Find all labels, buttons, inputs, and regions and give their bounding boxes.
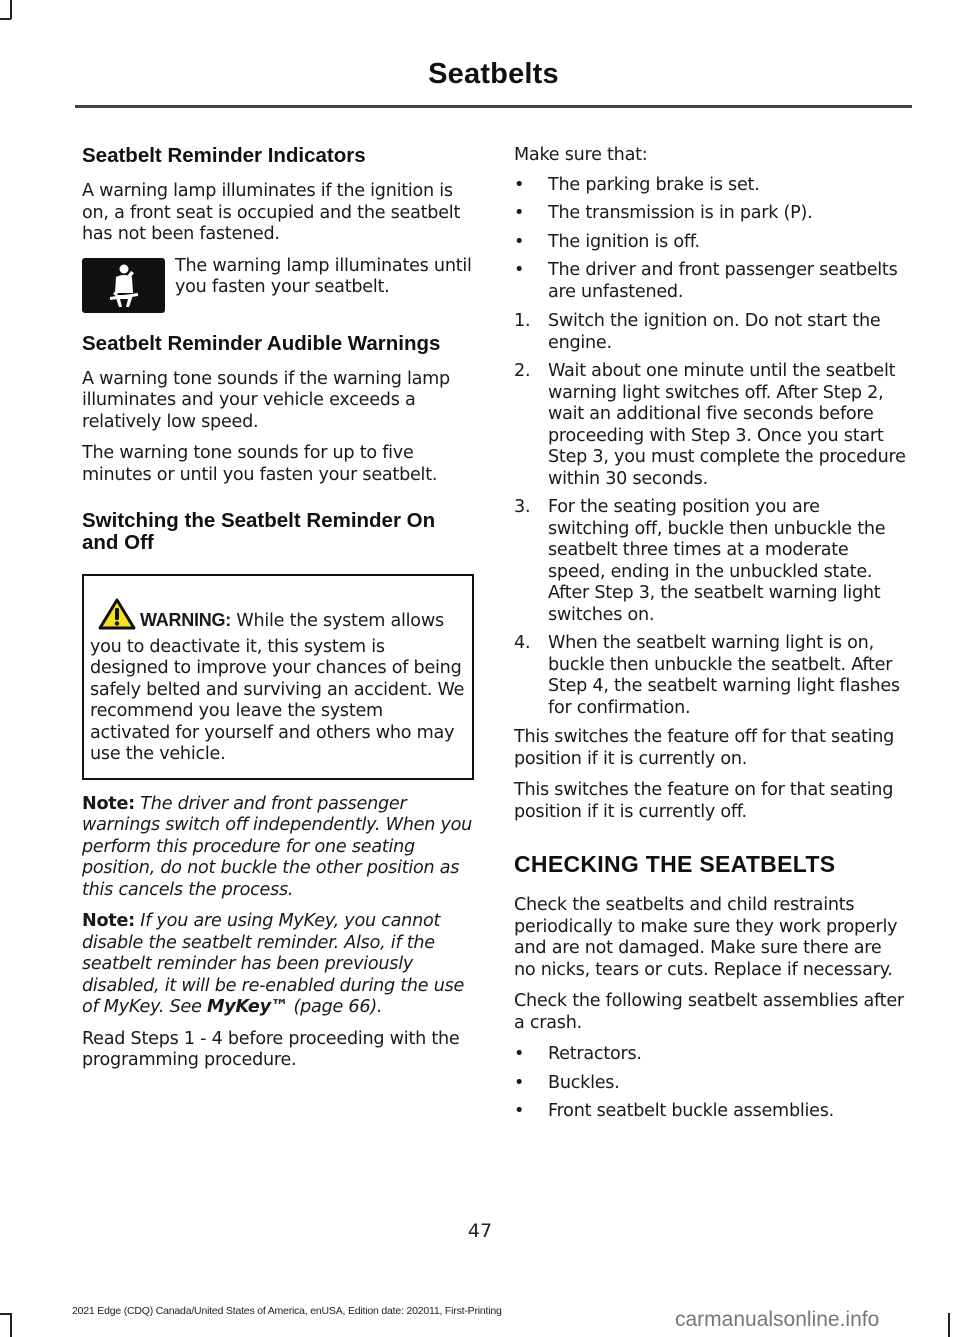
mykey-link[interactable]: MyKey™ [207, 997, 289, 1017]
section-heading-reminder-indicators: Seatbelt Reminder Indicators [82, 144, 366, 167]
left-column [82, 145, 474, 1082]
note-text: If you are using MyKey, you cannot disable the seatbelt reminder. Also, if the seatbelt reminder has been previously disabled, it will be re-enabled during the use of MyKey. See [82, 911, 465, 1017]
paragraph: This switches the feature on for that seating position if it is currently off. [514, 780, 894, 822]
warning-box [82, 574, 474, 780]
procedure-steps [514, 311, 906, 719]
note-label: Note: [82, 793, 135, 814]
crop-mark [948, 1313, 950, 1337]
assembly-list [514, 1044, 906, 1123]
step-item: 1. Switch the ignition on. Do not start the engine. [514, 311, 881, 353]
note-page-ref: (page 66). [288, 997, 383, 1017]
list-item: • Front seatbelt buckle assemblies. [514, 1101, 834, 1121]
paragraph: Check the seatbelts and child restraints periodically to make sure they work properly and are not damaged. Make sure there are no nicks, tears or cuts. Replace if necessary. [514, 895, 898, 980]
page-number: 47 [467, 1220, 493, 1242]
note-label: Note: [82, 911, 135, 931]
indicator-description: The warning lamp illuminates until you fasten your seatbelt. [175, 255, 472, 297]
prerequisite-list [514, 175, 906, 304]
warning-body: While the system allows you to deactivate it, this system is designed to improve your chances of being safely belted and surviving an accident. We recommend you leave the system activated for yourself and others who may use the vehicle. [90, 611, 465, 764]
right-column [514, 145, 906, 1131]
paragraph: A warning tone sounds if the warning lamp illuminates and your vehicle exceeds a relatively low speed. [82, 368, 450, 432]
seatbelt-warning-lamp-icon [82, 258, 165, 313]
crop-mark [10, 0, 12, 19]
list-item: • Retractors. [514, 1044, 642, 1064]
edition-footer: 2021 Edge (CDQ) Canada/United States of America, enUSA, Edition date: 202011, First-Printing [72, 1305, 502, 1317]
indicator-row [82, 256, 474, 313]
list-item: • The driver and front passenger seatbelts are unfastened. [514, 260, 898, 302]
paragraph: Check the following seatbelt assemblies after a crash. [514, 991, 904, 1033]
crop-mark [10, 1313, 12, 1337]
note-text: The driver and front passenger warnings switch off independently. When you perform this procedure for one seating position, do not buckle the other position as this cancels the process. [82, 793, 473, 900]
section-heading-switching-reminder: Switching the Seatbelt Reminder On and Off [82, 509, 436, 554]
paragraph: The warning tone sounds for up to five minutes or until you fasten your seatbelt. [82, 443, 438, 485]
note-paragraph [82, 794, 474, 902]
page-header [75, 58, 912, 91]
step-item: 3. For the seating position you are switching off, buckle then unbuckle the seatbelt three times at a moderate speed, ending in the unbuckled state. After Step 3, the seatbelt warning light switches on. [514, 497, 886, 625]
watermark: carmanualsonline.info [675, 1308, 880, 1331]
header-divider [75, 105, 912, 108]
paragraph: Read Steps 1 - 4 before proceeding with the programming procedure. [82, 1028, 460, 1070]
paragraph: This switches the feature off for that seating position if it is currently on. [514, 727, 895, 769]
warning-label: WARNING: [140, 610, 231, 630]
step-item: 2. Wait about one minute until the seatbelt warning light switches off. After Step 2, wait an additional five seconds before proceeding with Step 3. Once you start Step 3, you must complete the procedure within 30 seconds. [514, 361, 906, 489]
note-paragraph [82, 911, 474, 1019]
list-item: • The parking brake is set. [514, 174, 760, 195]
section-heading-audible-warnings: Seatbelt Reminder Audible Warnings [82, 331, 441, 355]
list-item: • Buckles. [514, 1072, 620, 1093]
warning-text [90, 598, 466, 766]
section-heading-checking-seatbelts: CHECKING THE SEATBELTS [514, 851, 836, 877]
paragraph: Make sure that: [514, 145, 648, 165]
list-item: • The ignition is off. [514, 231, 700, 252]
list-item: • The transmission is in park (P). [514, 203, 813, 223]
page-title: Seatbelts [428, 58, 559, 90]
step-item: 4. When the seatbelt warning light is on, buckle then unbuckle the seatbelt. After Step 4, the seatbelt warning light flashes for confirmation. [514, 633, 900, 718]
warning-triangle-icon [98, 598, 136, 637]
paragraph: A warning lamp illuminates if the ignition is on, a front seat is occupied and the seatbelt has not been fastened. [82, 181, 461, 244]
